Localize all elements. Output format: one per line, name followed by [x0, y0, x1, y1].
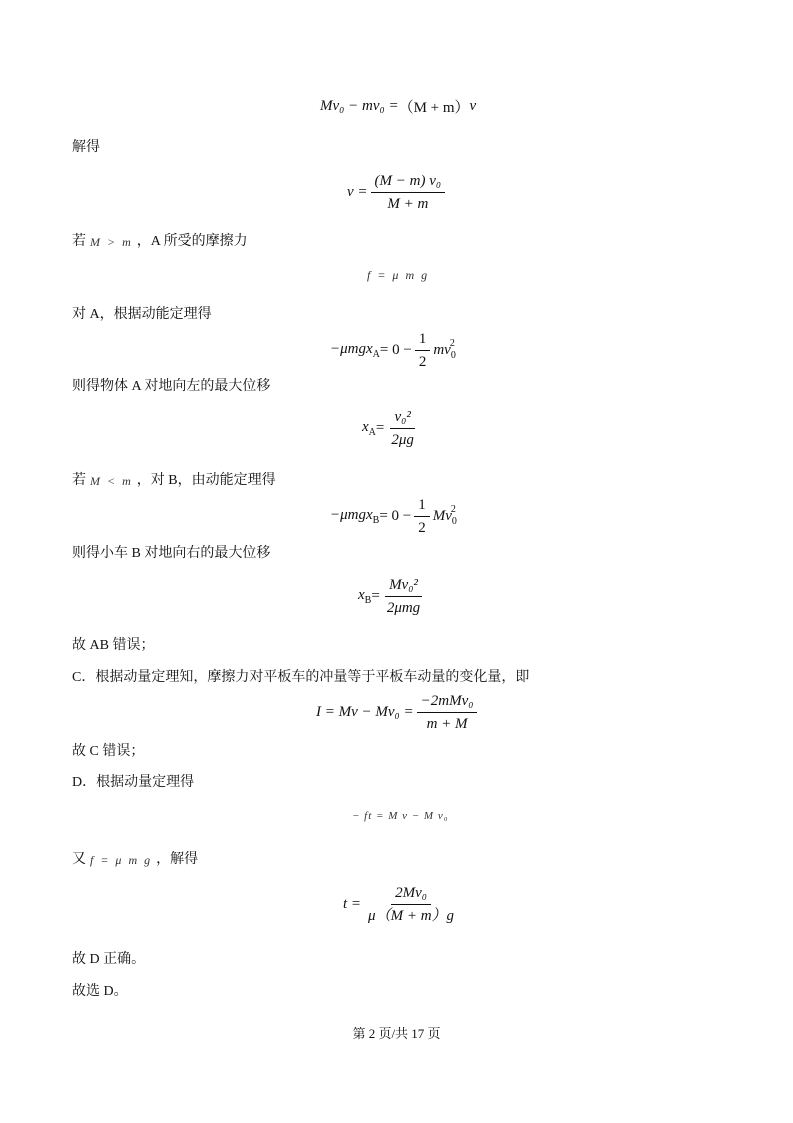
eq8-fraction [417, 692, 478, 733]
eq7-denominator: 2μmg [386, 600, 421, 616]
eq6-numerator: 1 [414, 496, 430, 517]
eq8-lhs: I = Mv − Mv₀ = [316, 704, 414, 720]
eq6-mid: = 0 − [379, 508, 412, 524]
conclusion-D: 故 D 正确。 [72, 952, 146, 967]
eq5-numerator: v₀² [390, 408, 414, 429]
eq7-numerator: Mv₀² [385, 576, 422, 597]
A-displacement-label: 则得物体 A 对地向左的最大位移 [72, 379, 271, 394]
page-footer: 第 2 页/共 17 页 [352, 1026, 441, 1041]
eq6-rhs-text: Mv [432, 508, 452, 524]
eq6-fraction [414, 496, 430, 537]
eq5-fraction [387, 408, 418, 449]
case2-condition: M < m [90, 474, 133, 488]
case2-line [72, 472, 276, 490]
again-suffix: ，解得 [156, 852, 199, 867]
A-max-displacement-equation [362, 408, 421, 449]
eq4-numerator: 1 [415, 330, 431, 351]
option-C-text: C．根据动量定理知，摩擦力对平板车的冲量等于平板车动量的变化量，即 [72, 670, 530, 685]
momentum-conservation-equation [320, 96, 476, 117]
eq4-rhs-text: mv [433, 342, 451, 358]
time-equation [343, 884, 461, 925]
case2-prefix: 若 [72, 473, 86, 488]
eq4-rhs-sup: 2 [449, 338, 455, 349]
eq10-denominator: μ（M + m）g [368, 908, 455, 924]
eq1-lhs: Mv₀ − mv₀ = [320, 98, 399, 114]
B-max-displacement-equation [358, 576, 427, 617]
momentum-theorem-equation: − ft = M v − M v₀ [352, 810, 449, 822]
eq7-lhs-sub: B [364, 595, 372, 606]
eq2-denominator: M + m [387, 196, 429, 212]
eq10-numerator: 2Mv₀ [391, 884, 431, 905]
eq2-fraction [371, 172, 446, 213]
eq5-denominator: 2μg [391, 432, 414, 448]
option-D-text: D．根据动量定理得 [72, 775, 195, 790]
eq4-lhs-text: −μmgx [330, 341, 373, 357]
eq5-lhs [362, 419, 376, 438]
eq4-lhs [330, 341, 380, 360]
eq7-equals: = [371, 588, 380, 604]
eq4-fraction [415, 330, 431, 371]
eq2-lhs: v = [347, 184, 368, 200]
eq4-lhs-sub: A [372, 349, 380, 360]
eq8-numerator: −2mMv₀ [417, 692, 478, 713]
solve-label-1: 解得 [72, 140, 100, 155]
eq4-rhs-sub: 0 [450, 350, 456, 361]
eq5-lhs-text: x [362, 419, 369, 435]
eq7-fraction [383, 576, 424, 617]
eq6-rhs [433, 506, 456, 527]
eq6-rhs-sup: 2 [450, 504, 456, 515]
eq6-rhs-sub: 0 [451, 516, 457, 527]
eq2-numerator: (M − m) v₀ [371, 172, 446, 193]
again-prefix: 又 [72, 852, 86, 867]
eq1-rhs: v [469, 98, 477, 114]
conclusion-C: 故 C 错误； [72, 744, 145, 759]
eq7-lhs-text: x [358, 587, 365, 603]
A-work-energy-equation [330, 330, 455, 371]
eq6-denominator: 2 [418, 520, 426, 536]
velocity-equation [347, 172, 448, 213]
case1-condition: M > m [90, 235, 133, 249]
eq4-mid: = 0 − [379, 342, 412, 358]
eq10-fraction [364, 884, 458, 925]
final-answer: 故选 D。 [72, 984, 128, 999]
conclusion-AB: 故 AB 错误； [72, 638, 155, 653]
case1-prefix: 若 [72, 234, 86, 249]
eq5-equals: = [375, 420, 385, 436]
B-work-energy-equation [330, 496, 456, 537]
eq8-denominator: m + M [426, 716, 468, 732]
eq4-denominator: 2 [418, 354, 427, 370]
case2-suffix: ，对 B，由动能定理得 [136, 473, 276, 488]
eq6-lhs-sub: B [372, 515, 380, 526]
eq4-rhs [433, 340, 455, 361]
B-displacement-label: 则得小车 B 对地向右的最大位移 [72, 546, 271, 561]
eq1-paren: （M + m） [398, 100, 470, 116]
eq6-lhs [330, 507, 379, 526]
case1-suffix: ，A 所受的摩擦力 [136, 234, 248, 249]
friction-equation: f = μ m g [367, 268, 430, 282]
again-line [72, 851, 198, 869]
case1-line [72, 233, 248, 251]
eq10-lhs: t = [343, 896, 362, 912]
eq5-lhs-sub: A [368, 427, 376, 438]
impulse-equation [316, 692, 480, 733]
eq6-lhs-text: −μmgx [330, 507, 373, 523]
A-kinetic-theorem-label: 对 A，根据动能定理得 [72, 307, 212, 322]
eq7-lhs [358, 587, 371, 606]
again-equation: f = μ m g [90, 853, 153, 867]
